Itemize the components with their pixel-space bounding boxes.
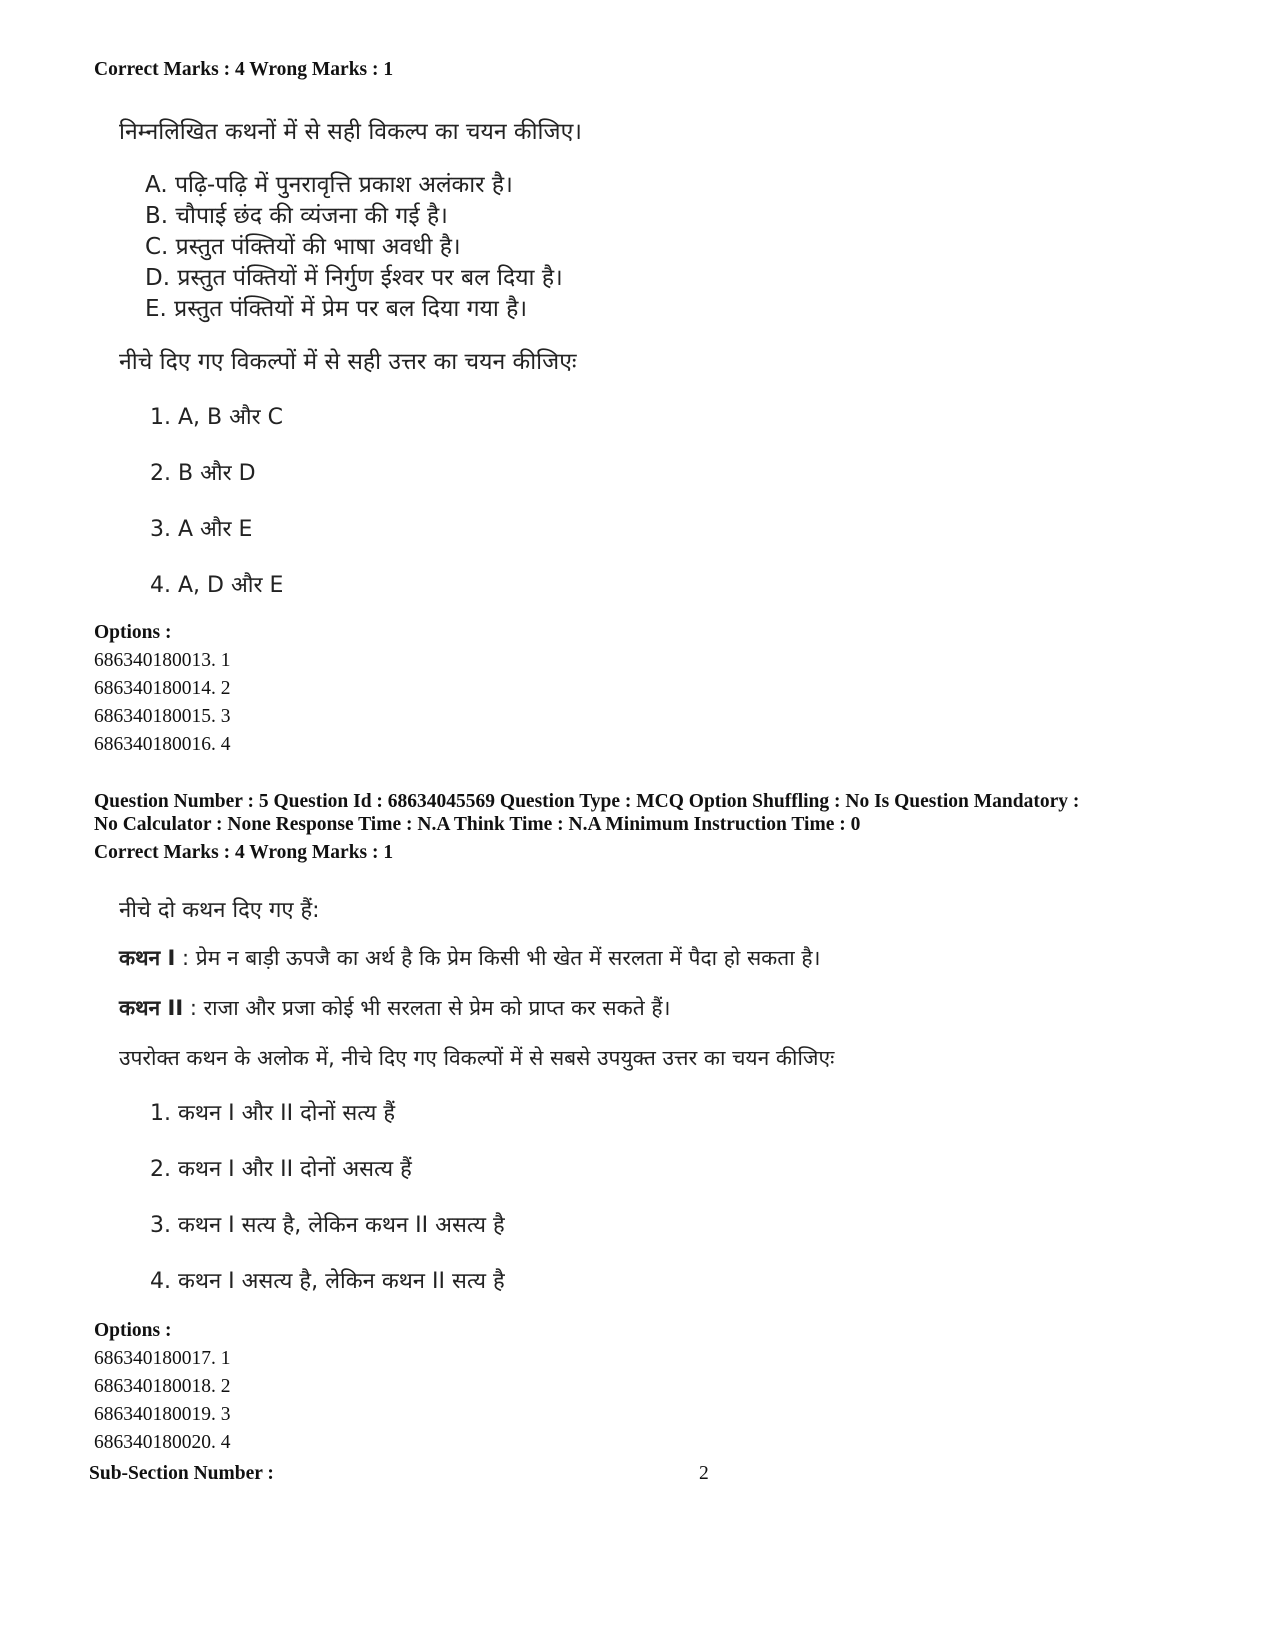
q5-option-1: 686340180017. 1 xyxy=(94,1348,231,1369)
q5-statement-1 xyxy=(119,944,821,972)
q4-marks: Correct Marks : 4 Wrong Marks : 1 xyxy=(94,59,394,80)
q5-choice-2: 2. कथन I और II दोनों असत्य हैं xyxy=(150,1157,412,1182)
q5-choice-3: 3. कथन I सत्य है, लेकिन कथन II असत्य है xyxy=(150,1213,505,1238)
q4-statement-e: E. प्रस्तुत पंक्तियों में प्रेम पर बल दिया गया है। xyxy=(145,296,528,322)
q4-options-label: Options : xyxy=(94,622,172,643)
q5-choice-4: 4. कथन I असत्य है, लेकिन कथन II सत्य है xyxy=(150,1269,505,1294)
q5-statement-2-text: : राजा और प्रजा कोई भी सरलता से प्रेम को प्राप्त कर सकते हैं। xyxy=(189,996,671,1020)
q5-intro: नीचे दो कथन दिए गए हैं: xyxy=(119,898,320,923)
q4-statement-b: B. चौपाई छंद की व्यंजना की गई है। xyxy=(145,203,448,229)
q4-choice-1: 1. A, B और C xyxy=(150,405,283,430)
q5-options-label: Options : xyxy=(94,1320,172,1341)
subsection-label: Sub-Section Number : xyxy=(89,1463,274,1484)
q4-option-1: 686340180013. 1 xyxy=(94,650,231,671)
q5-statement-2-label: कथन II xyxy=(119,996,184,1020)
q5-option-4: 686340180020. 4 xyxy=(94,1432,231,1453)
q4-statement-c: C. प्रस्तुत पंक्तियों की भाषा अवधी है। xyxy=(145,234,461,260)
q4-statement-a: A. पढ़ि-पढ़ि में पुनरावृत्ति प्रकाश अलंकार है। xyxy=(145,172,513,198)
q5-header-line1: Question Number : 5 Question Id : 68634045569 Question Type : MCQ Option Shuffling : No Is Question Mandatory : xyxy=(94,791,1080,812)
q5-statement-1-text: : प्रेम न बाड़ी ऊपजै का अर्थ है कि प्रेम किसी भी खेत में सरलता में पैदा हो सकता है। xyxy=(182,946,821,970)
q4-option-3: 686340180015. 3 xyxy=(94,706,231,727)
page-number: 2 xyxy=(699,1463,709,1484)
q5-statement-1-label: कथन I xyxy=(119,946,176,970)
q4-choice-3: 3. A और E xyxy=(150,517,253,542)
q5-header-line2: No Calculator : None Response Time : N.A Think Time : N.A Minimum Instruction Time : 0 xyxy=(94,814,861,835)
q4-choice-4: 4. A, D और E xyxy=(150,573,284,598)
q5-marks: Correct Marks : 4 Wrong Marks : 1 xyxy=(94,842,394,863)
q4-statement-d: D. प्रस्तुत पंक्तियों में निर्गुण ईश्वर पर बल दिया है। xyxy=(145,265,563,291)
q4-option-4: 686340180016. 4 xyxy=(94,734,231,755)
q5-statement-2 xyxy=(119,994,671,1022)
q5-choice-1: 1. कथन I और II दोनों सत्य हैं xyxy=(150,1101,396,1126)
q4-prompt: निम्नलिखित कथनों में से सही विकल्प का चयन कीजिए। xyxy=(119,119,583,145)
q5-option-2: 686340180018. 2 xyxy=(94,1376,231,1397)
q5-option-3: 686340180019. 3 xyxy=(94,1404,231,1425)
q4-option-2: 686340180014. 2 xyxy=(94,678,231,699)
q4-instruction: नीचे दिए गए विकल्पों में से सही उत्तर का चयन कीजिएः xyxy=(119,349,577,375)
q5-instruction: उपरोक्त कथन के अलोक में, नीचे दिए गए विकल्पों में से सबसे उपयुक्त उत्तर का चयन कीजिएः xyxy=(119,1046,835,1070)
q4-choice-2: 2. B और D xyxy=(150,461,256,486)
